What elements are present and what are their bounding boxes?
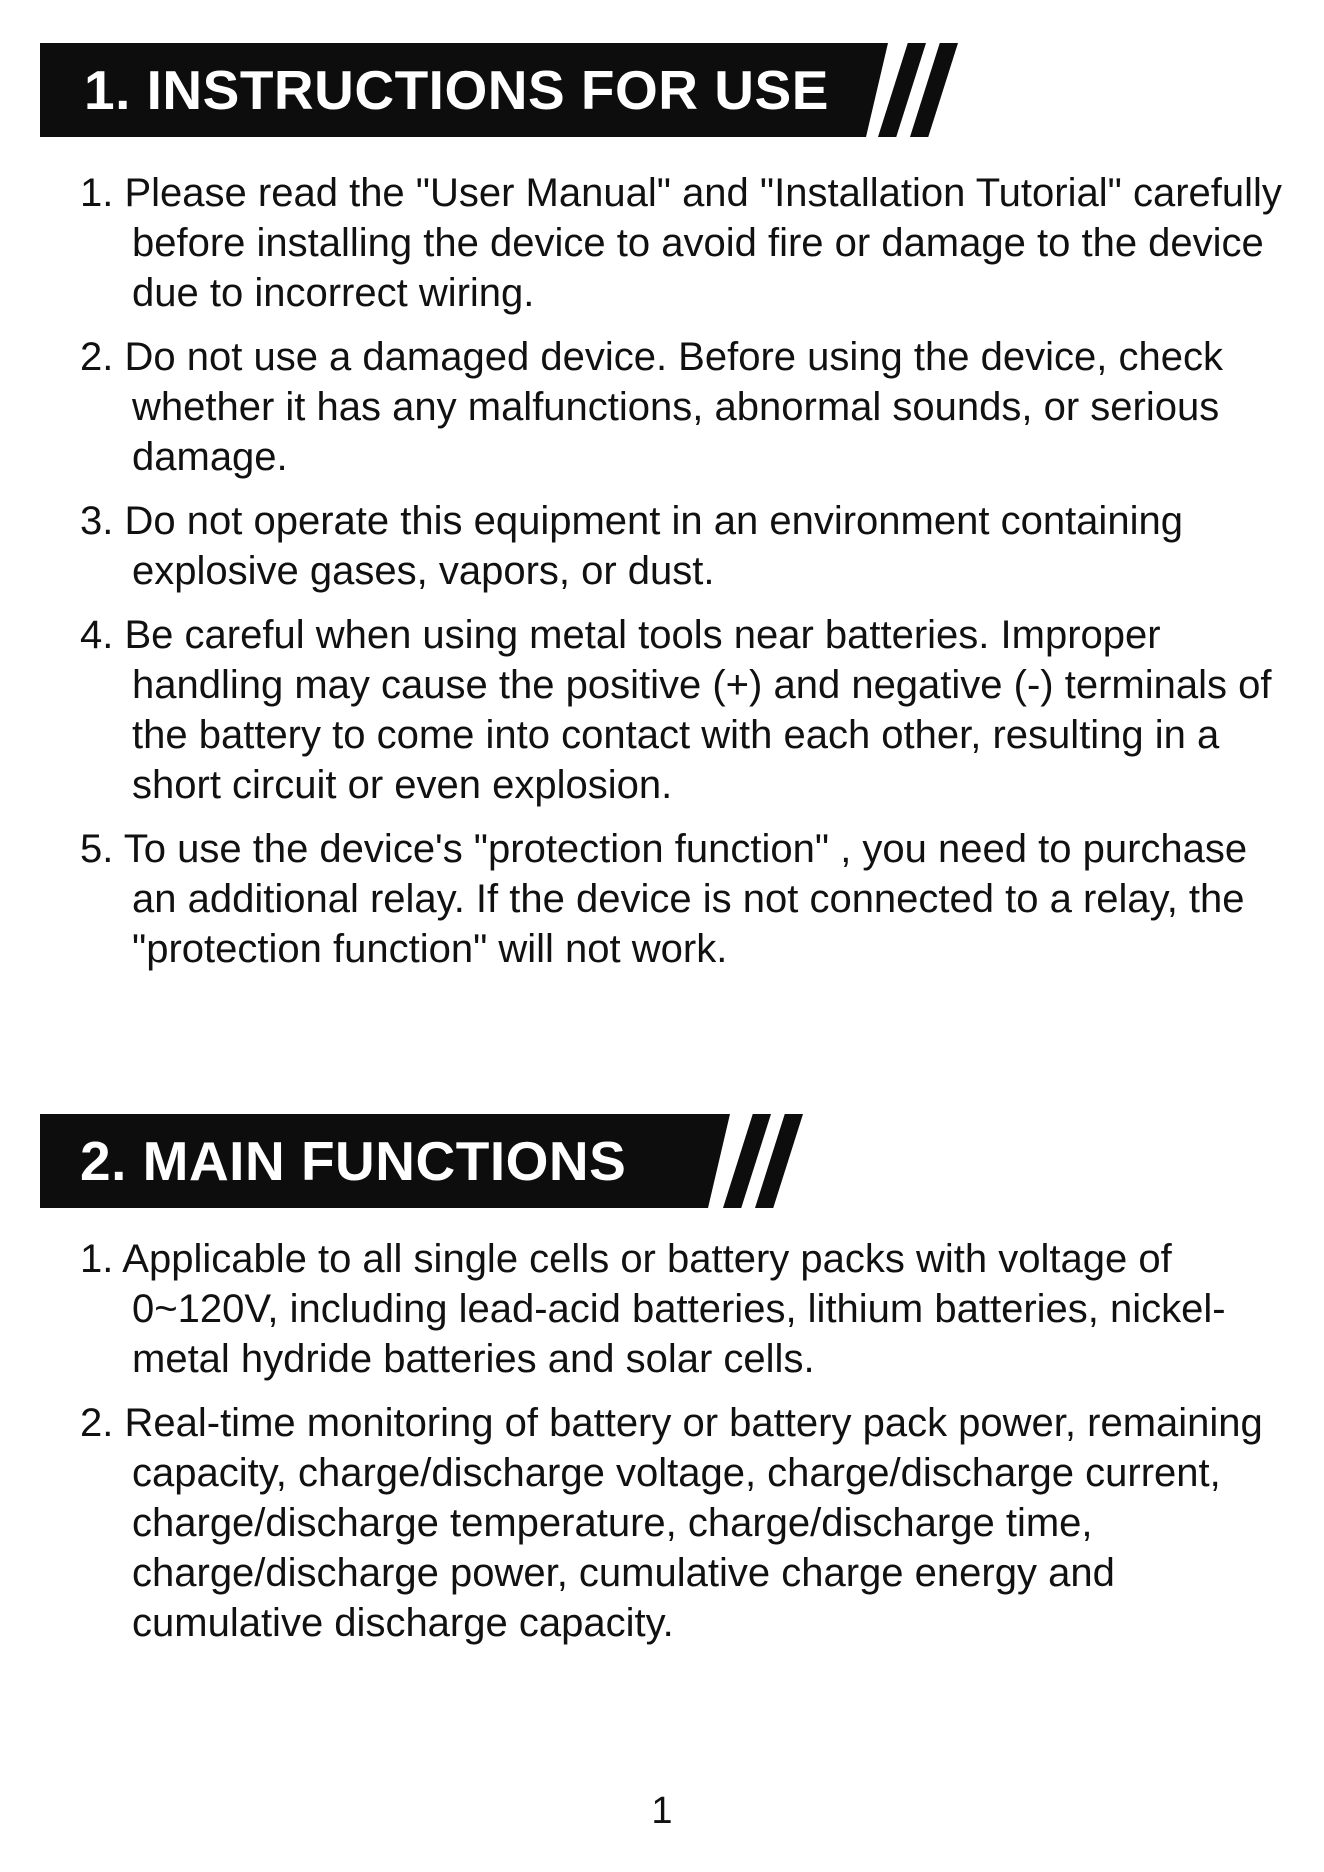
item-text: Do not operate this equipment in an environment containing explosive gases, vapors, or dust. — [124, 499, 1183, 593]
item-text: Please read the "User Manual" and "Installation Tutorial" carefully before installing the device to avoid fire or damage to the device due to incorrect wiring. — [124, 171, 1282, 315]
item-text: Real-time monitoring of battery or battery pack power, remaining capacity, charge/discharge voltage, charge/discharge current, charge/discharge temperature, charge/discharge time, charge/discharge power, cumulative charge energy and cumulative discharge capacity. — [124, 1401, 1263, 1645]
item-number: 2. — [80, 335, 114, 379]
list-item — [80, 496, 1284, 596]
main-functions-list — [80, 1234, 1284, 1662]
list-item — [80, 610, 1284, 810]
section-title: 1. INSTRUCTIONS FOR USE — [84, 59, 829, 121]
page-number: 1 — [651, 1790, 673, 1832]
item-text: Applicable to all single cells or battery packs with voltage of 0~120V, including lead-acid batteries, lithium batteries, nickel-metal hydride batteries and solar cells. — [122, 1237, 1226, 1381]
section-title: 2. MAIN FUNCTIONS — [80, 1130, 627, 1192]
list-item — [80, 1234, 1284, 1384]
list-item — [80, 168, 1284, 318]
item-number: 4. — [80, 613, 114, 657]
item-number: 1. — [80, 1237, 114, 1281]
item-number: 5. — [80, 827, 114, 871]
list-item — [80, 824, 1284, 974]
item-number: 1. — [80, 171, 114, 215]
list-item — [80, 332, 1284, 482]
item-text: Be careful when using metal tools near batteries. Improper handling may cause the positive (+) and negative (-) terminals of the battery to come into contact with each other, resulting in a short circuit or even explosion. — [124, 613, 1272, 807]
item-number: 2. — [80, 1401, 114, 1445]
instructions-list — [80, 168, 1284, 988]
list-item — [80, 1398, 1284, 1648]
item-text: To use the device's "protection function" , you need to purchase an additional relay. If the device is not connected to a relay, the "protection function" will not work. — [123, 827, 1248, 971]
item-text: Do not use a damaged device. Before using the device, check whether it has any malfunctions, abnormal sounds, or serious damage. — [124, 335, 1223, 479]
item-number: 3. — [80, 499, 114, 543]
